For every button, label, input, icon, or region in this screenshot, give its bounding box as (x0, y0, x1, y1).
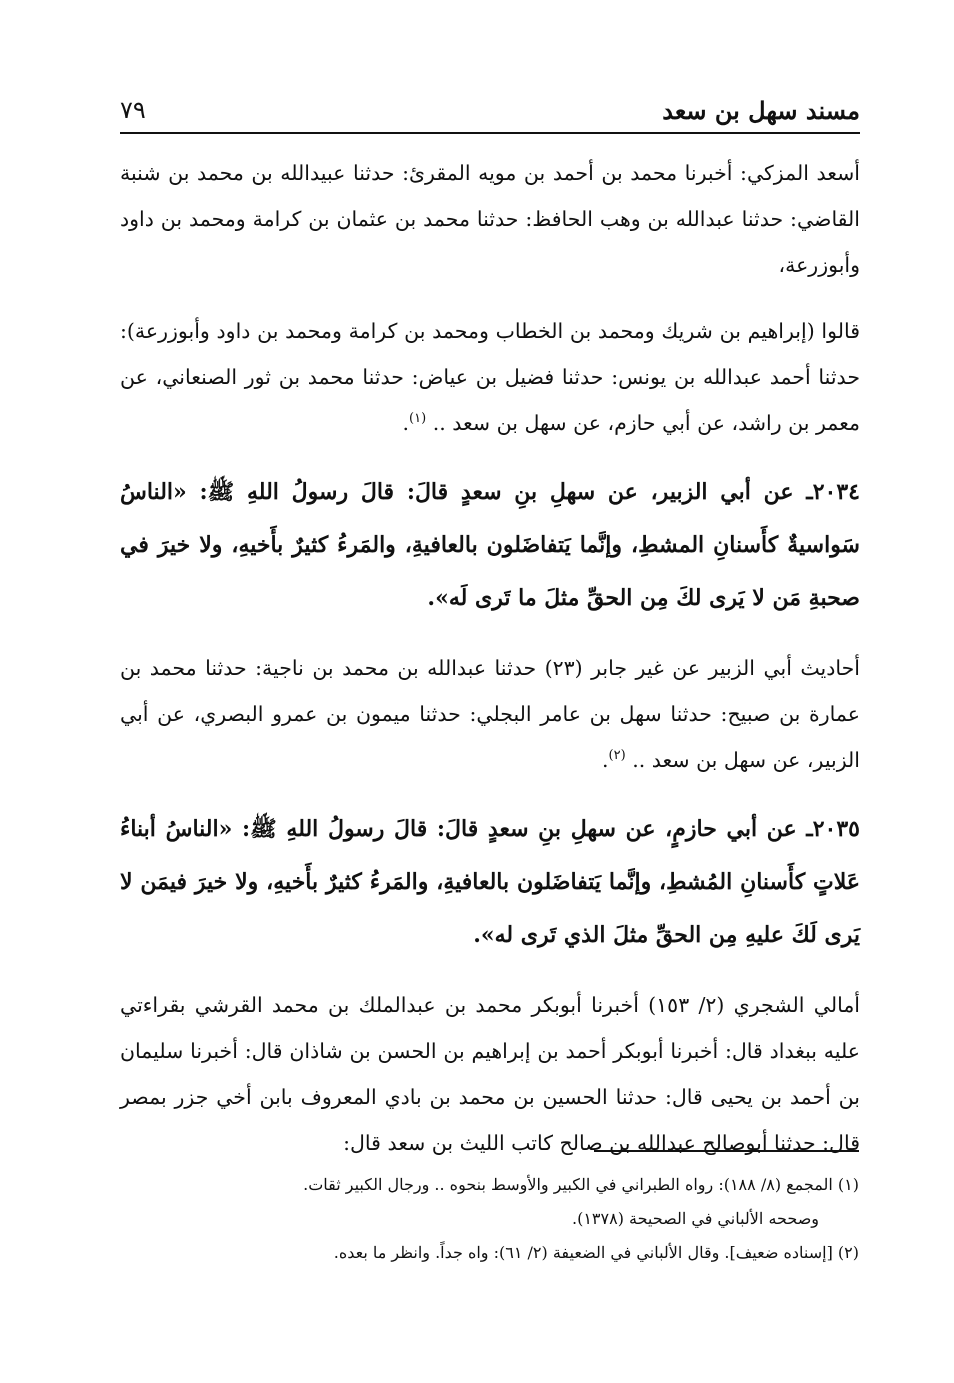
footnotes (119, 1168, 859, 1270)
paragraph-2-text: قالوا (إبراهيم بن شريك ومحمد بن الخطاب ومحمد بن كرامة ومحمد بن داود وأبوزرعة): حدثنا أحمد عبدالله بن يونس: حدثنا فضيل بن عياض: حدثنا محمد بن ثور الصنعاني، عن معمر بن راشد، عن أبي حازم، عن سهل بن سعد .. (120, 319, 860, 435)
running-title: مسند سهل بن سعد (662, 96, 860, 125)
footnote-divider (594, 1150, 859, 1152)
hadith-2034 (120, 466, 860, 625)
hadith-2035 (120, 803, 860, 962)
hadith-2034-text: ٢٠٣٤ـ عن أبي الزبير، عن سهلِ بنِ سعدٍ قالَ: قالَ رسولُ اللهِ ﷺ: «الناسُ سَواسيةٌ كأَسنانِ المشطِ، وإنَّما يَتفاضَلون بالعافيةِ، والمَرءُ كثيرٌ بأَخيهِ، ولا خيرَ في صحبةِ مَن لا يَرى لكَ مِن الحقِّ مثلَ ما تَرى لَه». (120, 479, 860, 611)
paragraph-4 (120, 982, 860, 1166)
footnote-2-marker: (٢) (837, 1243, 859, 1262)
page-number: ٧٩ (120, 96, 146, 124)
header-divider (120, 132, 860, 134)
footnote-1 (119, 1168, 859, 1236)
hadith-2035-text: ٢٠٣٥ـ عن أبي حازمٍ، عن سهلِ بنِ سعدٍ قالَ: قالَ رسولُ اللهِ ﷺ: «الناسُ أبناءُ عَلاتٍ كأَسنانِ المُشطِ، وإنَّما يَتفاضَلون بالعافيةِ، والمَرءُ كثيرٌ بأَخيهِ، ولا خيرَ فيمَن لا يَرى لَكَ عليهِ مِن الحقِّ مثلَ الذي تَرى له». (120, 816, 860, 948)
main-text (120, 150, 860, 1186)
footnote-1-text: المجمع (٨/ ١٨٨): رواه الطبراني في الكبير والأوسط بنحوه .. ورجال الكبير ثقات. (303, 1175, 833, 1194)
footnote-1-continuation: وصححه الألباني في الصحيحة (١٣٧٨). (571, 1209, 819, 1228)
footnote-2-text: [إسناده ضعيف]. وقال الألباني في الضعيفة (٢/ ٦١): واه جداً. وانظر ما بعده. (333, 1243, 833, 1262)
footnote-ref-2[interactable]: (٢) (608, 748, 626, 764)
footnote-2 (119, 1236, 859, 1270)
paragraph-3-text: أحاديث أبي الزبير عن غير جابر (٢٣) حدثنا عبدالله بن محمد بن ناجية: حدثنا محمد بن عمارة بن صبيح: حدثنا سهل بن عامر البجلي: حدثنا ميمون بن عمرو البصري، عن أبي الزبير، عن سهل بن سعد .. (120, 656, 860, 772)
footnote-1-marker: (١) (837, 1175, 859, 1194)
page-header (120, 96, 860, 136)
paragraph-4-text: أمالي الشجري (٢/ ١٥٣) أخبرنا أبوبكر محمد بن عبدالملك بن محمد القرشي بقراءتي عليه ببغداد قال: أخبرنا أبوبكر أحمد بن إبراهيم بن الحسن بن شاذان قال: أخبرنا سليمان بن أحمد بن يحيى قال: حدثنا الحسين بن محمد بن بادي المعروف بابن أخي جزر بمصر قال: حدثنا أبوصالح عبدالله بن صالح كاتب الليث بن سعد قال: (120, 993, 860, 1155)
paragraph-2: قالوا (إبراهيم بن شريك ومحمد بن الخطاب ومحمد بن كرامة ومحمد بن داود وأبوزرعة): حدثنا أحمد عبدالله بن يونس: حدثنا فضيل بن عياض: حدثنا محمد بن ثور الصنعاني، عن معمر بن راشد، عن أبي حازم، عن سهل بن سعد .. $^{(١)}$. (120, 319, 860, 435)
paragraph-1 (120, 150, 860, 288)
footnote-ref-1[interactable]: (١) (409, 411, 427, 427)
paragraph-3: أحاديث أبي الزبير عن غير جابر (٢٣) حدثنا عبدالله بن محمد بن ناجية: حدثنا محمد بن عمارة بن صبيح: حدثنا سهل بن عامر البجلي: حدثنا ميمون بن عمرو البصري، عن أبي الزبير، عن سهل بن سعد .. $^{(٢)}$. (120, 656, 860, 772)
paragraph-1-text: أسعد المزكي: أخبرنا محمد بن أحمد بن مويه المقرئ: حدثنا عبيدالله بن محمد بن شنبة القاضي: حدثنا عبدالله بن وهب الحافظ: حدثنا محمد بن عثمان بن كرامة ومحمد بن داود وأبوزرعة، (120, 161, 861, 277)
